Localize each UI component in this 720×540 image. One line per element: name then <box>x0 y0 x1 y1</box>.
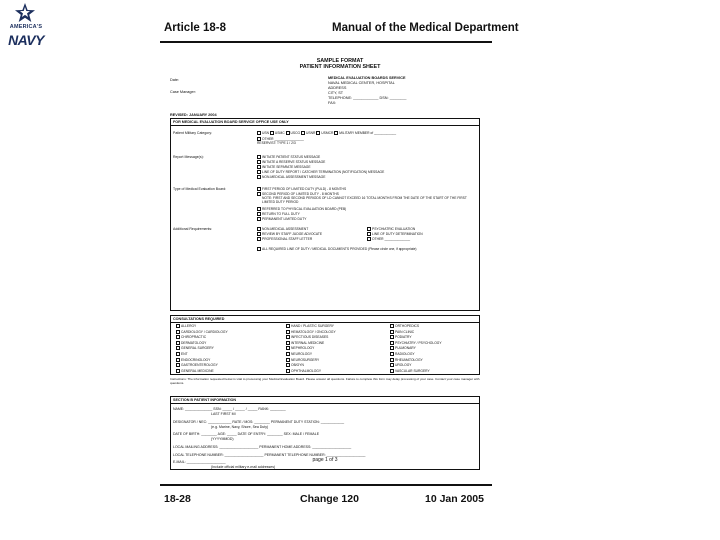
service-line: ADDRESS <box>328 86 347 90</box>
consultation-option <box>176 330 228 335</box>
consultation-option <box>176 335 206 340</box>
checkbox[interactable] <box>286 131 290 135</box>
instruction-note: Instructions: The information requested below is vital to processing your Medical Evaluation Board. Please answer all questions. Failure to complete this form may delay processing of your case. Contact your case manager with questions. <box>170 377 480 385</box>
consultation-option <box>390 352 415 357</box>
patient-information-header: SECTION B PATIENT INFORMATION <box>171 397 479 404</box>
checkbox[interactable] <box>286 335 290 339</box>
consultation-option <box>176 352 188 357</box>
consultation-label: GENERAL SURGERY <box>181 346 214 351</box>
consultation-label: RADIOLOGY <box>395 351 415 356</box>
military-category-options: USN USMC USCG USNR USMCR MILITARY MEMBER of ____________ <box>257 131 396 136</box>
requirement-option: OTHER ______________ <box>367 237 410 242</box>
office-use-section <box>170 118 480 311</box>
checkbox[interactable] <box>390 335 394 339</box>
navy-eagle-star-icon <box>14 2 36 24</box>
checkbox[interactable] <box>390 358 394 362</box>
checkbox[interactable] <box>257 165 261 169</box>
consultation-label: VASCULAR SURGERY <box>395 368 430 373</box>
checkbox[interactable] <box>334 131 338 135</box>
checkbox[interactable] <box>176 358 180 362</box>
consultation-option <box>286 358 319 363</box>
service-line: FAX: <box>328 101 337 105</box>
header-divider <box>160 41 492 43</box>
service-line: TELEPHONE: ____________ DSN: ________ <box>328 96 407 100</box>
checkbox[interactable] <box>257 217 261 221</box>
checkbox[interactable] <box>257 170 261 174</box>
change-date: 10 Jan 2005 <box>425 493 484 505</box>
checkbox[interactable] <box>257 237 261 241</box>
checkbox[interactable] <box>286 346 290 350</box>
navy-logo <box>6 2 46 60</box>
checkbox[interactable] <box>367 232 371 236</box>
checkbox[interactable] <box>257 232 261 236</box>
checkbox[interactable] <box>176 330 180 334</box>
consultation-option <box>286 324 334 329</box>
consultation-option <box>390 346 416 351</box>
report-option: INITIATE PATIENT STATUS MESSAGE <box>257 155 320 160</box>
requirement-option: ALL REQUIRED LINE OF DUTY / MEDICAL DOCUMENTS PROVIDED (Please circle one, if appropriate) <box>257 247 417 252</box>
consultation-label: NEUROSURGERY <box>291 357 320 362</box>
checkbox[interactable] <box>176 341 180 345</box>
page-indicator: page 1 of 3 <box>312 457 338 463</box>
form-subtitle: PATIENT INFORMATION SHEET <box>299 64 381 71</box>
checkbox[interactable] <box>390 369 394 373</box>
consultation-label: NEUROLOGY <box>291 351 313 356</box>
board-type-label: Type of Medical Evaluation Board: <box>173 187 227 191</box>
consultation-label: PULMONARY <box>395 346 416 351</box>
checkbox[interactable] <box>286 352 290 356</box>
board-type-option: FIRST PERIOD OF LIMITED DUTY (PULD) - 8 MONTHS <box>257 187 346 192</box>
consultation-label: INFECTIOUS DISEASES <box>291 335 329 340</box>
consultation-option <box>286 346 314 351</box>
reservist-type: RESERVIST: TYPE 1 / 2/3 <box>257 141 296 145</box>
service-address-block <box>328 76 407 106</box>
checkbox[interactable] <box>286 363 290 367</box>
checkbox[interactable] <box>390 346 394 350</box>
change-number: Change 120 <box>300 493 359 505</box>
checkbox[interactable] <box>316 131 320 135</box>
consultation-label: PAIN CLINIC <box>395 329 415 334</box>
requirement-option: REVIEW BY STAFF JUDGE ADVOCATE <box>257 232 322 237</box>
report-option: INITIATE SEPARATE MESSAGE <box>257 165 311 170</box>
checkbox[interactable] <box>286 369 290 373</box>
checkbox[interactable] <box>176 369 180 373</box>
consultation-label: ALLERGY <box>181 323 197 328</box>
consultation-label: CARDIOLOGY / CARDIOLOGY <box>181 329 228 334</box>
form-title: SAMPLE FORMAT <box>316 58 364 64</box>
checkbox[interactable] <box>270 131 274 135</box>
consultation-option <box>176 341 206 346</box>
board-type-option: RETURN TO FULL DUTY <box>257 212 300 217</box>
consultation-label: HEMATOLOGY / ONCOLOGY <box>291 329 336 334</box>
logo-tagline: AMERICA'S <box>9 24 43 30</box>
office-use-header: FOR MEDICAL EVALUATION BOARD SERVICE OFFICE USE ONLY <box>171 119 479 126</box>
military-category-label: Patient Military Category: <box>173 131 213 135</box>
checkbox[interactable] <box>390 352 394 356</box>
checkbox[interactable] <box>367 227 371 231</box>
consultation-label: ENT <box>181 351 188 356</box>
patient-field-row: DATE OF BIRTH: ________ AGE: _____ DATE OF ENTRY: ________ SEX: MALE / FEMALE <box>173 432 320 436</box>
form-header-block <box>170 76 480 110</box>
consultation-option <box>286 341 324 346</box>
checkbox[interactable] <box>286 324 290 328</box>
consultation-option <box>390 358 423 363</box>
article-number: Article 18-8 <box>164 22 227 34</box>
checkbox[interactable] <box>257 131 261 135</box>
consultation-label: OB/GYN <box>291 363 304 368</box>
revised-date: REVISED: JANUARY 2004 <box>170 113 217 117</box>
checkbox[interactable] <box>257 175 261 179</box>
checkbox[interactable] <box>257 155 261 159</box>
checkbox[interactable] <box>257 207 261 211</box>
case-manager-label: Case Manager: <box>170 90 196 94</box>
checkbox[interactable] <box>257 187 261 191</box>
consultation-option <box>390 335 412 340</box>
consultation-option <box>390 324 419 329</box>
consultation-label: GASTROENTEROLOGY <box>181 363 218 368</box>
requirement-option: NON-MEDICAL ASSESSMENT <box>257 227 308 232</box>
patient-field-row: (YYYYMMDD) <box>211 437 234 441</box>
consultation-option <box>286 330 336 335</box>
consultation-option <box>390 330 414 335</box>
checkbox[interactable] <box>176 363 180 367</box>
consultation-option <box>286 369 321 374</box>
patient-field-row: NAME: ______________ SSN: _____ / _____ / _____ RANK: ________ <box>173 407 286 411</box>
service-line: CITY, ST <box>328 91 344 95</box>
consultations-header: CONSULTATIONS REQUIRED <box>171 316 479 323</box>
checkbox[interactable] <box>257 247 261 251</box>
consultation-label: OPHTHALMOLOGY <box>291 368 322 373</box>
military-category-other: OTHER ________________ <box>257 137 304 142</box>
checkbox[interactable] <box>286 341 290 345</box>
consultation-label: DERMATOLOGY <box>181 340 207 345</box>
patient-field-row: (Include official military e-mail addresses) <box>211 465 276 469</box>
checkbox[interactable] <box>367 237 371 241</box>
consultation-option <box>286 335 328 340</box>
consultation-label: PSYCHIATRY / PSYCHOLOGY <box>395 340 442 345</box>
consultation-option <box>176 346 214 351</box>
patient-field-row: E-MAIL: ____________________ <box>173 460 226 464</box>
checkbox[interactable] <box>176 352 180 356</box>
checkbox[interactable] <box>176 335 180 339</box>
consultation-label: UROLOGY <box>395 363 412 368</box>
checkbox[interactable] <box>176 324 180 328</box>
consultation-label: INTERNAL MEDICINE <box>291 340 325 345</box>
consultation-label: ENDOCRINOLOGY <box>181 357 211 362</box>
patient-field-row: LOCAL MAILING ADDRESS: ____________________ PERMANENT HOME ADDRESS: ____________________ <box>173 445 352 449</box>
checkbox[interactable] <box>301 131 305 135</box>
checkbox[interactable] <box>390 330 394 334</box>
checkbox[interactable] <box>257 160 261 164</box>
requirement-option: LINE OF DUTY DETERMINATION <box>367 232 423 237</box>
consultation-option <box>176 369 214 374</box>
patient-field-row: DESIGNATOR / NEC: ____________ RATE / MOS: ________ PERMANENT DUTY STATION: ____________ <box>173 420 345 424</box>
page-number: 18-28 <box>164 493 191 505</box>
footer-divider <box>160 484 492 486</box>
consultation-option <box>176 358 210 363</box>
date-label: Date: <box>170 78 180 82</box>
board-type-option: PERMANENT LIMITED DUTY <box>257 217 306 222</box>
consultation-option <box>286 363 304 368</box>
patient-field-row: LAST FIRST MI <box>211 412 236 416</box>
board-type-note: NOTE: FIRST AND SECOND PERIODS OF LD CANNOT EXCEED 16 TOTAL MONTHS FROM THE DATE OF THE START OF THE FIRST LIMITED DUTY PERIOD <box>262 196 467 204</box>
service-line: NAVAL MEDICAL CENTER, HOSPITAL <box>328 81 395 85</box>
board-type-option: SECOND PERIOD OF LIMITED DUTY - 8 MONTHS <box>257 192 339 197</box>
consultation-option <box>390 369 430 374</box>
consultation-label: RHEUMATOLOGY <box>395 357 423 362</box>
report-option: NON-MEDICAL ASSESSMENT MESSAGE <box>257 175 325 180</box>
service-line: MEDICAL EVALUATION BOARDS SERVICE <box>328 76 406 80</box>
board-type-option: REFERRED TO PHYSICAL EVALUATION BOARD (PEB) <box>257 207 346 212</box>
checkbox[interactable] <box>176 346 180 350</box>
consultation-label: GENERAL MEDICINE <box>181 368 214 373</box>
checkbox[interactable] <box>390 324 394 328</box>
consultation-option <box>176 363 218 368</box>
patient-field-row: LOCAL TELEPHONE NUMBER: ____________________ PERMANENT TELEPHONE NUMBER: ____________________ <box>173 453 366 457</box>
consultation-label: ORTHOPEDICS <box>395 323 420 328</box>
checkbox[interactable] <box>286 358 290 362</box>
requirement-option: PSYCHIATRIC EVALUATION <box>367 227 415 232</box>
consultation-label: PODIATRY <box>395 335 412 340</box>
additional-requirements-label: Additional Requirements: <box>173 227 213 231</box>
requirement-option: PROFESSIONAL STAFF LETTER <box>257 237 312 242</box>
consultation-option <box>390 341 442 346</box>
checkbox[interactable] <box>257 227 261 231</box>
consultation-option <box>390 363 412 368</box>
checkbox[interactable] <box>286 330 290 334</box>
patient-field-row: (e.g. Marine, Navy, Shore, Sea Duty) <box>211 425 269 429</box>
consultation-label: HAND / PLASTIC SURGERY <box>291 323 334 328</box>
checkbox[interactable] <box>390 363 394 367</box>
manual-title: Manual of the Medical Department <box>332 22 519 34</box>
checkbox[interactable] <box>257 192 261 196</box>
consultation-label: CHIROPRACTIC <box>181 335 207 340</box>
report-option: LINE OF DUTY REPORT / CATCHER TERMINATION (NOTIFICATION) MESSAGE <box>257 170 384 175</box>
checkbox[interactable] <box>390 341 394 345</box>
checkbox[interactable] <box>257 212 261 216</box>
patient-information-sheet <box>170 58 480 470</box>
consultation-option <box>176 324 196 329</box>
report-option: INITIATE A RESERVE STATUS MESSAGE <box>257 160 325 165</box>
report-messages-label: Report Message(s): <box>173 155 204 159</box>
logo-wordmark: NAVY <box>8 32 44 48</box>
consultation-label: NEPHROLOGY <box>291 346 315 351</box>
consultation-option <box>286 352 312 357</box>
